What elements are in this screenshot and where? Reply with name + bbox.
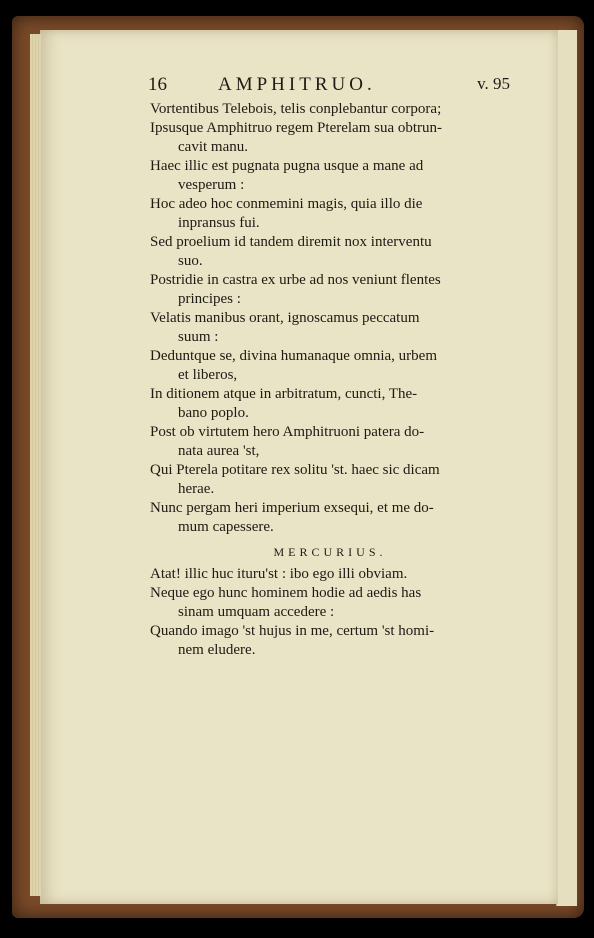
verse-line-continuation: suo. — [178, 253, 203, 269]
verse-line: Sed proelium id tandem diremit nox interventu — [150, 234, 432, 250]
verse-line-continuation: mum capessere. — [178, 519, 274, 535]
verse-line-continuation: sinam umquam accedere : — [178, 604, 335, 620]
verse-line-continuation: principes : — [178, 291, 241, 307]
verse-line: Post ob virtutem hero Amphitruoni patera do- — [150, 424, 425, 440]
verse-line: Quando imago 'st hujus in me, certum 'st homi- — [150, 623, 435, 639]
verse-line: Nunc pergam heri imperium exsequi, et me do- — [150, 500, 434, 516]
page-header — [148, 74, 510, 100]
verse-line: Ipsusque Amphitruo regem Pterelam sua obtrun- — [150, 120, 443, 136]
page-number: 16 — [148, 74, 167, 95]
verse-line: In ditionem atque in arbitratum, cuncti, The- — [150, 386, 418, 402]
verse-line-continuation: nata aurea 'st, — [178, 443, 260, 459]
page-edges — [30, 34, 42, 896]
verse-line-continuation: nem eludere. — [178, 642, 256, 658]
verse-line: Deduntque se, divina humanaque omnia, urbem — [150, 348, 438, 364]
verse-line: Qui Pterela potitare rex solitu 'st. haec sic dicam — [150, 462, 440, 478]
verse-line: Haec illic est pugnata pugna usque a mane ad — [150, 158, 424, 174]
verse-line-continuation: suum : — [178, 329, 219, 345]
verse-line: Neque ego hunc hominem hodie ad aedis has — [150, 585, 422, 601]
verse-line-continuation: bano poplo. — [178, 405, 249, 421]
running-title: AMPHITRUO. — [218, 74, 376, 95]
play-text — [150, 100, 510, 660]
verse-line-continuation: cavit manu. — [178, 139, 248, 155]
speaker-heading: MERCURIUS. — [273, 545, 387, 559]
verse-line-continuation: vesperum : — [178, 177, 245, 193]
verse-line: Hoc adeo hoc conmemini magis, quia illo die — [150, 196, 423, 212]
verse-line: Velatis manibus orant, ignoscamus peccatum — [150, 310, 420, 326]
verse-line: Atat! illic huc ituru'st : ibo ego illi obviam. — [150, 566, 408, 582]
verse-line-continuation: herae. — [178, 481, 215, 497]
verse-line: Vortentibus Telebois, telis conplebantur corpora; — [150, 101, 442, 117]
verse-line-continuation: et liberos, — [178, 367, 238, 383]
verse-reference: v. 95 — [477, 74, 510, 93]
verse-line: Postridie in castra ex urbe ad nos veniunt flentes — [150, 272, 441, 288]
verse-line-continuation: inpransus fui. — [178, 215, 260, 231]
facing-page-edge — [556, 30, 577, 906]
